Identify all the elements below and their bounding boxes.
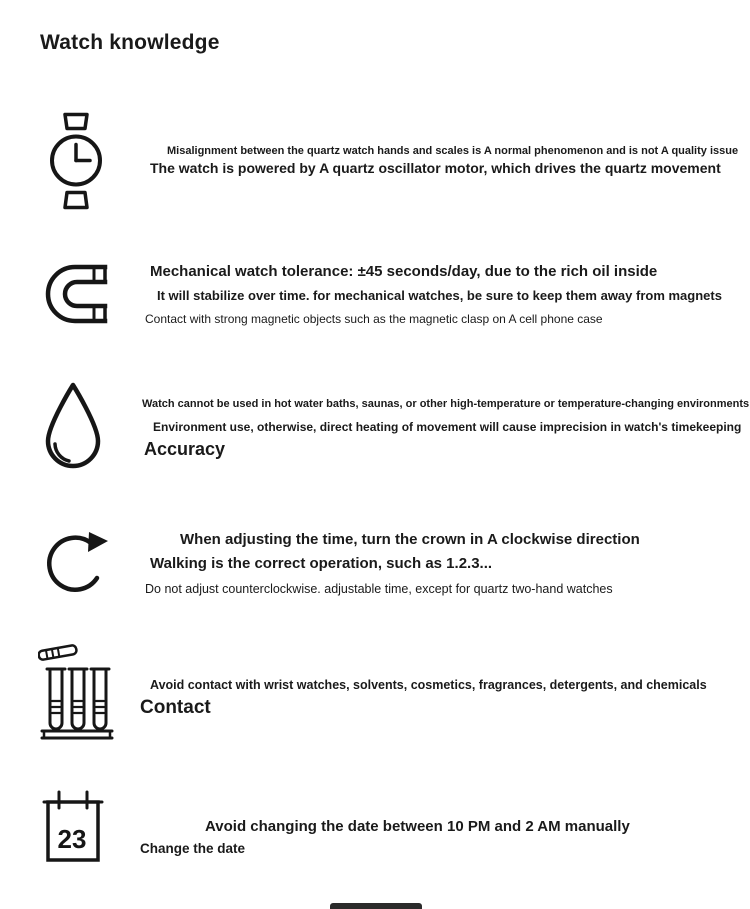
section-2-line-2: It will stabilize over time. for mechanical watches, be sure to keep them away from magnets — [157, 288, 722, 303]
section-1-line-1: Misalignment between the quartz watch hands and scales is A normal phenomenon and is not A quality issue — [167, 145, 739, 157]
water-drop-icon — [42, 381, 104, 471]
bottom-scroll-indicator — [330, 903, 422, 909]
section-2-line-1: Mechanical watch tolerance: ±45 seconds/day, due to the rich oil inside — [150, 263, 658, 280]
section-3-heading: Accuracy — [144, 439, 226, 459]
page-title: Watch knowledge — [40, 31, 220, 54]
section-1-line-2: The watch is powered by A quartz oscillator motor, which drives the quartz movement — [150, 160, 721, 176]
watch-icon — [44, 112, 108, 210]
section-5-line-1: Avoid contact with wrist watches, solvents, cosmetics, fragrances, detergents, and chemicals — [150, 678, 707, 692]
section-4-line-3: Do not adjust counterclockwise. adjustable time, except for quartz two-hand watches — [145, 582, 613, 596]
section-3-line-2: Environment use, otherwise, direct heating of movement will cause imprecision in watch's timekeeping — [153, 420, 742, 434]
calendar-day-number: 23 — [57, 824, 87, 854]
section-2-line-3: Contact with strong magnetic objects such as the magnetic clasp on A cell phone case — [145, 312, 603, 326]
section-5-heading: Contact — [140, 697, 211, 718]
rotate-arrow-icon — [42, 524, 110, 596]
section-4-line-2: Walking is the correct operation, such as 1.2.3... — [150, 555, 493, 572]
section-6-line-2: Change the date — [140, 841, 246, 856]
test-tubes-icon — [38, 643, 116, 741]
calendar-icon — [42, 790, 104, 868]
magnet-icon — [42, 263, 108, 325]
section-6-line-1: Avoid changing the date between 10 PM and 2 AM manually — [205, 818, 630, 835]
section-4-line-1: When adjusting the time, turn the crown in A clockwise direction — [180, 531, 640, 548]
section-3-line-1: Watch cannot be used in hot water baths, saunas, or other high-temperature or temperature-changing environments — [142, 398, 750, 410]
